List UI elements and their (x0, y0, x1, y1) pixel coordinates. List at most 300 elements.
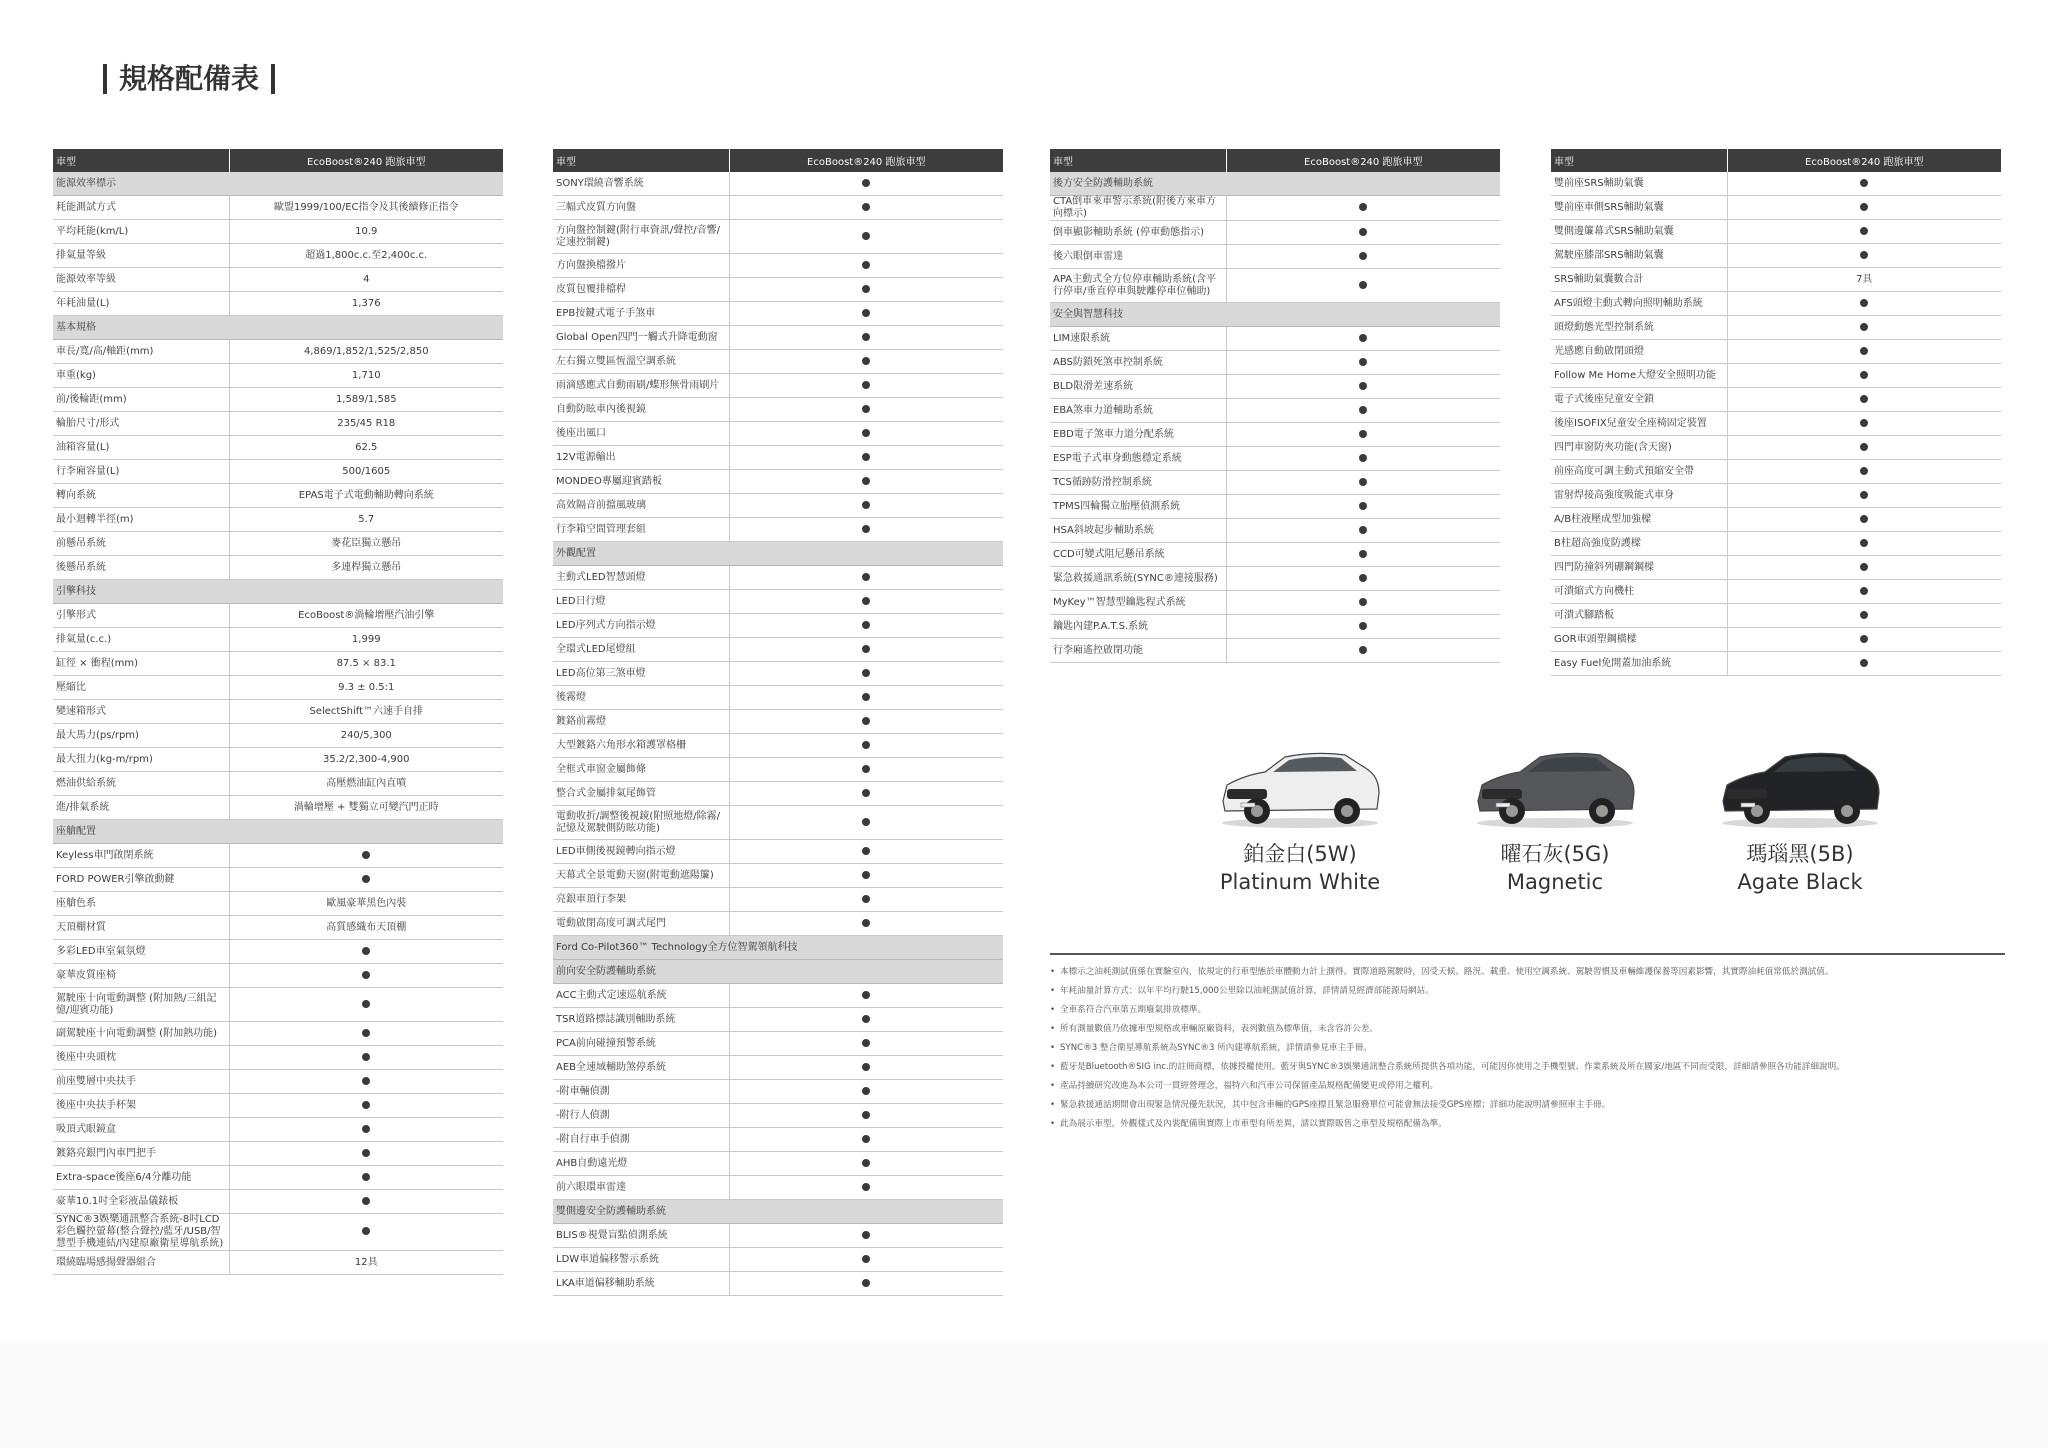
spec-label: 電動收折/調整後視鏡(附照地燈/除霧/記憶及駕駛側防眩功能) (553, 806, 729, 840)
spec-row (553, 254, 1003, 278)
spec-label: LKA車道偏移輔助系統 (553, 1272, 729, 1296)
spec-row (553, 734, 1003, 758)
standard-equipment-cell (1226, 591, 1500, 615)
spec-table-2 (553, 149, 1003, 1296)
standard-equipment-dot-icon (1860, 611, 1868, 619)
col-header-label: 車型 (1050, 149, 1226, 172)
footnote: • 緊急救援通話期間會出現緊急情況優先狀況，其中包含車輛的GPS座標且緊急服務單位可能會無法接受GPS座標；詳細功能說明請參照車主手冊。 (1050, 1096, 2005, 1115)
spec-label: 壓縮比 (53, 676, 229, 700)
spec-row (553, 1032, 1003, 1056)
spec-value: 1,376 (229, 292, 503, 316)
spec-label: 大型鍍鉻六角形水箱護罩格柵 (553, 734, 729, 758)
spec-label: 前座高度可調主動式預縮安全帶 (1551, 460, 1727, 484)
color-name-zh: 鉑金白(5W) (1243, 842, 1357, 866)
standard-equipment-dot-icon (1860, 347, 1868, 355)
spec-row (53, 844, 503, 868)
spec-row (53, 796, 503, 820)
standard-equipment-dot-icon (1359, 646, 1367, 654)
spec-row (553, 220, 1003, 254)
spec-row (53, 364, 503, 388)
spec-value: 4 (229, 268, 503, 292)
standard-equipment-dot-icon (862, 477, 870, 485)
spec-row (1050, 591, 1500, 615)
spec-row (53, 1251, 503, 1275)
spec-value: 1,710 (229, 364, 503, 388)
title-bar-right (271, 64, 275, 94)
section-title: Ford Co-Pilot360™ Technology全方位智駕領航科技 (553, 936, 1003, 960)
section-header (553, 936, 1003, 960)
spec-value: 1,999 (229, 628, 503, 652)
standard-equipment-cell (229, 1046, 503, 1070)
standard-equipment-cell (229, 1094, 503, 1118)
spec-label: 雙前座SRS輔助氣囊 (1551, 172, 1727, 196)
spec-label: FORD POWER引擎啟動鍵 (53, 868, 229, 892)
standard-equipment-dot-icon (1359, 382, 1367, 390)
spec-row (53, 196, 503, 220)
spec-label: SRS輔助氣囊數合計 (1551, 268, 1727, 292)
standard-equipment-cell (729, 1032, 1003, 1056)
standard-equipment-dot-icon (862, 919, 870, 927)
section-title: 雙側邊安全防護輔助系統 (553, 1200, 1003, 1224)
spec-label: 整合式金屬排氣尾飾管 (553, 782, 729, 806)
standard-equipment-dot-icon (362, 875, 370, 883)
spec-row (1050, 196, 1500, 221)
standard-equipment-cell (729, 888, 1003, 912)
spec-label: 雷射焊接高強度吸能式車身 (1551, 484, 1727, 508)
standard-equipment-dot-icon (1359, 358, 1367, 366)
spec-label: CTA倒車來車警示系統(附後方來車方向標示) (1050, 196, 1226, 221)
standard-equipment-cell (229, 1166, 503, 1190)
spec-label: APA主動式全方位停車輔助系統(含平行停車/垂直停車與駛離停車位輔助) (1050, 269, 1226, 303)
standard-equipment-dot-icon (1860, 443, 1868, 451)
spec-label: 方向盤控制鍵(附行車資訊/聲控/音響/定速控制鍵) (553, 220, 729, 254)
spec-label: LIM速限系統 (1050, 327, 1226, 351)
color-name-en: Platinum White (1219, 870, 1381, 894)
spec-label: 年耗油量(L) (53, 292, 229, 316)
standard-equipment-dot-icon (1860, 203, 1868, 211)
section-title: 座艙配置 (53, 820, 503, 844)
spec-value: 多連桿獨立懸吊 (229, 556, 503, 580)
standard-equipment-dot-icon (1359, 281, 1367, 289)
spec-table-3 (1050, 149, 1500, 663)
spec-row (53, 412, 503, 436)
standard-equipment-cell (1226, 196, 1500, 221)
spec-row (553, 350, 1003, 374)
spec-label: -附自行車手偵測 (553, 1128, 729, 1152)
standard-equipment-dot-icon (1860, 323, 1868, 331)
footnote: • 所有測量數值乃依據車型規格或車輛原廠資料，表列數值為標準值，未含容許公差。 (1050, 1020, 2005, 1039)
standard-equipment-cell (729, 494, 1003, 518)
spec-row (53, 1070, 503, 1094)
standard-equipment-dot-icon (362, 1173, 370, 1181)
standard-equipment-dot-icon (862, 765, 870, 773)
spec-row (553, 614, 1003, 638)
standard-equipment-cell (229, 1070, 503, 1094)
spec-value: EPAS電子式電動輔助轉向系統 (229, 484, 503, 508)
spec-value: 9.3 ± 0.5:1 (229, 676, 503, 700)
standard-equipment-cell (729, 350, 1003, 374)
standard-equipment-cell (1226, 495, 1500, 519)
spec-row (553, 326, 1003, 350)
spec-label: MONDEO專屬迎賓踏板 (553, 470, 729, 494)
standard-equipment-dot-icon (362, 1029, 370, 1037)
page-title-text: 規格配備表 (119, 62, 260, 95)
standard-equipment-dot-icon (1860, 371, 1868, 379)
spec-value: 10.9 (229, 220, 503, 244)
spec-row (53, 628, 503, 652)
standard-equipment-dot-icon (862, 1231, 870, 1239)
spec-value: 歐盟1999/100/EC指令及其後續修正指令 (229, 196, 503, 220)
footnote: • 產品持續研究改進為本公司一貫經營理念，福特六和汽車公司保留產品規格配備變更或停用之權利。 (1050, 1077, 2005, 1096)
spec-label: 三幅式皮質方向盤 (553, 196, 729, 220)
spec-label: 最大扭力(kg-m/rpm) (53, 748, 229, 772)
spec-label: 轉向系統 (53, 484, 229, 508)
standard-equipment-dot-icon (1860, 419, 1868, 427)
col-header-label: 車型 (53, 149, 229, 172)
standard-equipment-dot-icon (862, 405, 870, 413)
color-option (1685, 745, 1915, 897)
spec-label: TPMS四輪獨立胎壓偵測系統 (1050, 495, 1226, 519)
spec-label: Easy Fuel免開蓋加油系統 (1551, 652, 1727, 676)
standard-equipment-dot-icon (862, 333, 870, 341)
standard-equipment-cell (729, 1176, 1003, 1200)
spec-value: 235/45 R18 (229, 412, 503, 436)
standard-equipment-cell (1727, 628, 2001, 652)
spec-label: 鑰匙內建P.A.T.S.系統 (1050, 615, 1226, 639)
spec-row (53, 1046, 503, 1070)
standard-equipment-dot-icon (362, 1101, 370, 1109)
spec-row (53, 724, 503, 748)
standard-equipment-cell (1727, 172, 2001, 196)
title-bar-left (103, 64, 107, 94)
standard-equipment-cell (229, 844, 503, 868)
spec-label: ABS防鎖死煞車控制系統 (1050, 351, 1226, 375)
standard-equipment-dot-icon (862, 1279, 870, 1287)
standard-equipment-dot-icon (862, 1087, 870, 1095)
section-title: 外觀配置 (553, 542, 1003, 566)
standard-equipment-dot-icon (862, 871, 870, 879)
spec-label: 主動式LED智慧頭燈 (553, 566, 729, 590)
spec-value: 高壓燃油缸內直噴 (229, 772, 503, 796)
standard-equipment-cell (1727, 652, 2001, 676)
section-title: 基本規格 (53, 316, 503, 340)
standard-equipment-dot-icon (862, 597, 870, 605)
standard-equipment-cell (1727, 220, 2001, 244)
spec-row (53, 1118, 503, 1142)
standard-equipment-dot-icon (1359, 334, 1367, 342)
color-name-zh: 曜石灰(5G) (1500, 842, 1610, 866)
spec-value: 歐風豪華黑色內裝 (229, 892, 503, 916)
standard-equipment-cell (729, 1272, 1003, 1296)
standard-equipment-cell (729, 172, 1003, 196)
section-title: 前向安全防護輔助系統 (553, 960, 1003, 984)
col-header-model: EcoBoost®240 跑旅車型 (229, 149, 503, 172)
spec-row (53, 1142, 503, 1166)
section-header (553, 1200, 1003, 1224)
standard-equipment-cell (229, 1214, 503, 1251)
spec-label: 引擎形式 (53, 604, 229, 628)
spec-label: 最大馬力(ps/rpm) (53, 724, 229, 748)
col-header-label: 車型 (1551, 149, 1727, 172)
spec-row (1050, 567, 1500, 591)
standard-equipment-cell (1727, 412, 2001, 436)
standard-equipment-dot-icon (362, 971, 370, 979)
spec-row (1551, 532, 2001, 556)
standard-equipment-dot-icon (862, 501, 870, 509)
spec-row (1551, 460, 2001, 484)
standard-equipment-cell (729, 518, 1003, 542)
standard-equipment-dot-icon (1860, 587, 1868, 595)
standard-equipment-dot-icon (862, 309, 870, 317)
spec-row (553, 446, 1003, 470)
spec-row (53, 460, 503, 484)
standard-equipment-dot-icon (862, 1183, 870, 1191)
spec-label: 車重(kg) (53, 364, 229, 388)
spec-row (553, 984, 1003, 1008)
standard-equipment-cell (1226, 375, 1500, 399)
spec-row (1050, 447, 1500, 471)
standard-equipment-dot-icon (362, 1077, 370, 1085)
spec-row (553, 1056, 1003, 1080)
spec-label: 電子式後座兒童安全鎖 (1551, 388, 1727, 412)
standard-equipment-dot-icon (862, 179, 870, 187)
footnote: • 年耗油量計算方式：以年平均行駛15,000公里除以油耗測試值計算，詳情請見經濟部能源局網站。 (1050, 982, 2005, 1001)
spec-label: 頭燈動態光型控制系統 (1551, 316, 1727, 340)
standard-equipment-dot-icon (862, 1063, 870, 1071)
standard-equipment-dot-icon (862, 1135, 870, 1143)
standard-equipment-dot-icon (862, 203, 870, 211)
spec-row (553, 1224, 1003, 1248)
spec-row (1050, 245, 1500, 269)
standard-equipment-dot-icon (362, 1000, 370, 1008)
spec-row (53, 1166, 503, 1190)
standard-equipment-cell (729, 638, 1003, 662)
standard-equipment-cell (729, 302, 1003, 326)
spec-label: BLIS®視覺盲點偵測系統 (553, 1224, 729, 1248)
spec-label: 後霧燈 (553, 686, 729, 710)
spec-label: AEB全速域輔助煞停系統 (553, 1056, 729, 1080)
color-option (1185, 745, 1415, 897)
spec-value: 麥花臣獨立懸吊 (229, 532, 503, 556)
spec-row (53, 436, 503, 460)
spec-row (553, 470, 1003, 494)
spec-label: TCS循跡防滑控制系統 (1050, 471, 1226, 495)
spec-value: 87.5 × 83.1 (229, 652, 503, 676)
section-header (53, 820, 503, 844)
spec-row (553, 806, 1003, 840)
spec-label: 缸徑 × 衝程(mm) (53, 652, 229, 676)
spec-label: 輪胎尺寸/形式 (53, 412, 229, 436)
spec-row (553, 638, 1003, 662)
spec-label: 行李廂容量(L) (53, 460, 229, 484)
spec-label: 全環式LED尾燈組 (553, 638, 729, 662)
spec-label: 行李箱空間管理套組 (553, 518, 729, 542)
spec-value: SelectShift™六速手自排 (229, 700, 503, 724)
standard-equipment-cell (1727, 244, 2001, 268)
spec-row (1050, 471, 1500, 495)
spec-row (53, 988, 503, 1022)
spec-label: SONY環繞音響系統 (553, 172, 729, 196)
spec-row (1551, 316, 2001, 340)
spec-label: 光感應自動啟閉頭燈 (1551, 340, 1727, 364)
standard-equipment-cell (729, 470, 1003, 494)
spec-label: 後懸吊系統 (53, 556, 229, 580)
spec-row (553, 710, 1003, 734)
standard-equipment-dot-icon (1359, 598, 1367, 606)
spec-row (553, 518, 1003, 542)
spec-label: 後座出風口 (553, 422, 729, 446)
standard-equipment-dot-icon (862, 453, 870, 461)
spec-row (1050, 615, 1500, 639)
spec-label: LED序列式方向指示燈 (553, 614, 729, 638)
standard-equipment-cell (729, 196, 1003, 220)
spec-row (1551, 388, 2001, 412)
spec-row (53, 244, 503, 268)
section-header (53, 580, 503, 604)
col-header-model: EcoBoost®240 跑旅車型 (729, 149, 1003, 172)
standard-equipment-cell (729, 422, 1003, 446)
spec-row (53, 292, 503, 316)
spec-row (1551, 508, 2001, 532)
spec-row (1050, 495, 1500, 519)
spec-label: 副駕駛座十向電動調整 (附加熱功能) (53, 1022, 229, 1046)
standard-equipment-dot-icon (862, 1111, 870, 1119)
spec-row (53, 268, 503, 292)
standard-equipment-dot-icon (862, 621, 870, 629)
standard-equipment-dot-icon (1359, 526, 1367, 534)
spec-label: 豪華皮質座椅 (53, 964, 229, 988)
standard-equipment-dot-icon (1860, 251, 1868, 259)
spec-row (553, 686, 1003, 710)
spec-row (53, 940, 503, 964)
section-header (1050, 172, 1500, 196)
spec-row (1551, 292, 2001, 316)
spec-row (1551, 268, 2001, 292)
standard-equipment-cell (1727, 196, 2001, 220)
standard-equipment-dot-icon (862, 895, 870, 903)
spec-label: 雨滴感應式自動雨刷/蝶形無骨雨刷片 (553, 374, 729, 398)
spec-label: A/B柱液壓成型加強樑 (1551, 508, 1727, 532)
standard-equipment-cell (729, 662, 1003, 686)
spec-row (553, 1104, 1003, 1128)
spec-row (1551, 436, 2001, 460)
standard-equipment-cell (1727, 580, 2001, 604)
spec-label: 雙前座車側SRS輔助氣囊 (1551, 196, 1727, 220)
standard-equipment-dot-icon (862, 357, 870, 365)
spec-label: LDW車道偏移警示系統 (553, 1248, 729, 1272)
spec-label: 平均耗能(km/L) (53, 220, 229, 244)
spec-value: 1,589/1,585 (229, 388, 503, 412)
standard-equipment-cell (729, 1056, 1003, 1080)
col-header-model: EcoBoost®240 跑旅車型 (1226, 149, 1500, 172)
spec-label: PCA前向碰撞預警系統 (553, 1032, 729, 1056)
standard-equipment-dot-icon (362, 1149, 370, 1157)
spec-label: B柱超高強度防護樑 (1551, 532, 1727, 556)
spec-label: 全框式車窗金屬飾條 (553, 758, 729, 782)
spec-row (1551, 484, 2001, 508)
spec-label: 行李廂遙控啟閉功能 (1050, 639, 1226, 663)
spec-value: 12具 (229, 1251, 503, 1275)
standard-equipment-cell (729, 326, 1003, 350)
standard-equipment-cell (729, 1128, 1003, 1152)
spec-row (1551, 244, 2001, 268)
standard-equipment-cell (1727, 364, 2001, 388)
spec-row (53, 388, 503, 412)
standard-equipment-dot-icon (1359, 203, 1367, 211)
section-header (53, 172, 503, 196)
spec-row (553, 566, 1003, 590)
standard-equipment-cell (1727, 388, 2001, 412)
section-title: 引擎科技 (53, 580, 503, 604)
spec-value: 7具 (1727, 268, 2001, 292)
standard-equipment-dot-icon (362, 947, 370, 955)
spec-row (1050, 269, 1500, 303)
car-image (1470, 745, 1640, 831)
standard-equipment-dot-icon (862, 1015, 870, 1023)
standard-equipment-dot-icon (1359, 550, 1367, 558)
standard-equipment-dot-icon (1860, 635, 1868, 643)
standard-equipment-cell (1226, 567, 1500, 591)
spec-row (1050, 375, 1500, 399)
spec-row (1050, 221, 1500, 245)
color-name-en: Magnetic (1506, 870, 1604, 894)
spec-label: ESP電子式車身動態穩定系統 (1050, 447, 1226, 471)
standard-equipment-cell (1727, 556, 2001, 580)
standard-equipment-cell (1226, 351, 1500, 375)
standard-equipment-cell (1727, 316, 2001, 340)
spec-label: 鍍鉻前霧燈 (553, 710, 729, 734)
color-name-zh: 瑪瑙黑(5B) (1746, 842, 1854, 866)
spec-row (53, 748, 503, 772)
standard-equipment-cell (1226, 447, 1500, 471)
spec-label: BLD限滑差速系統 (1050, 375, 1226, 399)
standard-equipment-dot-icon (362, 851, 370, 859)
standard-equipment-cell (729, 398, 1003, 422)
spec-row (553, 1128, 1003, 1152)
standard-equipment-cell (729, 220, 1003, 254)
standard-equipment-dot-icon (862, 669, 870, 677)
standard-equipment-cell (729, 806, 1003, 840)
section-header (1050, 303, 1500, 327)
standard-equipment-dot-icon (862, 818, 870, 826)
spec-row (1551, 652, 2001, 676)
standard-equipment-cell (1226, 615, 1500, 639)
spec-label: HSA斜坡起步輔助系統 (1050, 519, 1226, 543)
spec-label: Global Open四門一觸式升降電動窗 (553, 326, 729, 350)
standard-equipment-dot-icon (362, 1227, 370, 1235)
spec-row (1551, 628, 2001, 652)
footnote: • SYNC®3 整合衛星導航系統為SYNC®3 所內建導航系統，詳情請參見車主手冊。 (1050, 1039, 2005, 1058)
standard-equipment-cell (1727, 340, 2001, 364)
spec-row (53, 772, 503, 796)
standard-equipment-dot-icon (1359, 406, 1367, 414)
spec-row (553, 864, 1003, 888)
spec-label: 天頂棚材質 (53, 916, 229, 940)
spec-label: 四門車窗防夾功能(含天窗) (1551, 436, 1727, 460)
standard-equipment-cell (229, 1190, 503, 1214)
spec-label: 最小迴轉半徑(m) (53, 508, 229, 532)
spec-row (1050, 399, 1500, 423)
standard-equipment-cell (229, 988, 503, 1022)
standard-equipment-dot-icon (1860, 659, 1868, 667)
spec-label: 座艙色系 (53, 892, 229, 916)
spec-label: 多彩LED車室氣氛燈 (53, 940, 229, 964)
spec-label: 油箱容量(L) (53, 436, 229, 460)
standard-equipment-dot-icon (862, 1255, 870, 1263)
footnote: • 藍牙是Bluetooth®SIG inc.的註冊商標，依據授權使用。藍牙與SYNC®3娛樂通訊整合系統所提供各項功能，可能因你使用之手機型號、作業系統及所在國家/地區不同而受限，詳細請參照各功能詳細說明。 (1050, 1058, 2005, 1077)
standard-equipment-cell (729, 1080, 1003, 1104)
standard-equipment-cell (1226, 471, 1500, 495)
